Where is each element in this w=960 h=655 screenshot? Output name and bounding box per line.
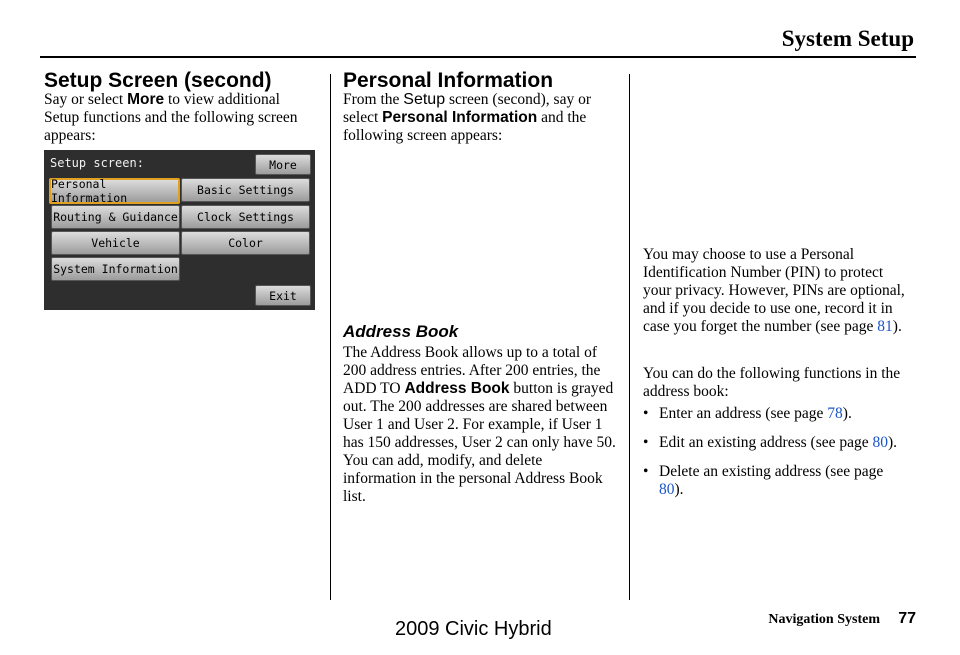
column-divider-1	[330, 74, 331, 600]
page-header-title: System Setup	[781, 26, 914, 51]
setup-keyword: Setup	[403, 91, 446, 108]
clock-settings-button[interactable]: Clock Settings	[181, 205, 310, 229]
exit-button[interactable]: Exit	[255, 285, 311, 306]
screen-title: Setup screen:	[50, 156, 144, 170]
personal-information-keyword: Personal Information	[382, 109, 538, 126]
pin-paragraph: You may choose to use a Personal Identification Number (PIN) to protect your privacy. However, PINs are optional, and if you decide to use one, record it in case you forget the number (see page 81).	[643, 246, 905, 335]
functions-intro: You can do the following functions in the address book:	[643, 365, 901, 400]
setup-screen-paragraph: Say or select More to view additional Setup functions and the following screen appears:	[44, 91, 298, 144]
setup-screen-image	[44, 150, 315, 310]
address-book-heading: Address Book	[343, 322, 459, 341]
color-button[interactable]: Color	[181, 231, 310, 255]
page-link-81[interactable]: 81	[877, 318, 893, 335]
page-number: 77	[898, 610, 916, 627]
routing-guidance-button[interactable]: Routing & Guidance	[51, 205, 180, 229]
page-link-78[interactable]: 78	[827, 405, 843, 422]
watermark-text: 2009 Civic Hybrid	[395, 618, 552, 640]
more-button[interactable]: More	[255, 154, 311, 175]
functions-list	[643, 405, 908, 510]
address-book-paragraph: The Address Book allows up to a total of 200 address entries. After 200 entries, the ADD TO Address Book button is grayed out. The 200 addresses are shared between User 1 and User 2. For example, if User 1 has 150 addresses, User 2 can only have 50. You can add, modify, and delete information in the personal Address Book list.	[343, 344, 616, 505]
list-item: • Delete an existing address (see page 80).	[643, 463, 908, 499]
address-book-keyword: Address Book	[404, 380, 510, 397]
list-item: • Edit an existing address (see page 80).	[643, 434, 908, 452]
footer-section-name: Navigation System	[768, 612, 880, 627]
list-item: • Enter an address (see page 78).	[643, 405, 908, 423]
personal-information-intro: From the Setup screen (second), say or select Personal Information and the following screen appears:	[343, 91, 591, 144]
vehicle-button[interactable]: Vehicle	[51, 231, 180, 255]
setup-screen-heading: Setup Screen (second)	[44, 69, 272, 92]
personal-information-heading: Personal Information	[343, 69, 554, 92]
basic-settings-button[interactable]: Basic Settings	[181, 178, 310, 202]
page-link-80[interactable]: 80	[659, 481, 675, 498]
page-link-80[interactable]: 80	[872, 434, 888, 451]
more-keyword: More	[127, 91, 165, 108]
column-divider-2	[629, 74, 630, 600]
personal-information-button[interactable]: Personal Information	[49, 178, 180, 204]
system-information-button[interactable]: System Information	[51, 257, 180, 281]
header-rule	[40, 56, 916, 58]
